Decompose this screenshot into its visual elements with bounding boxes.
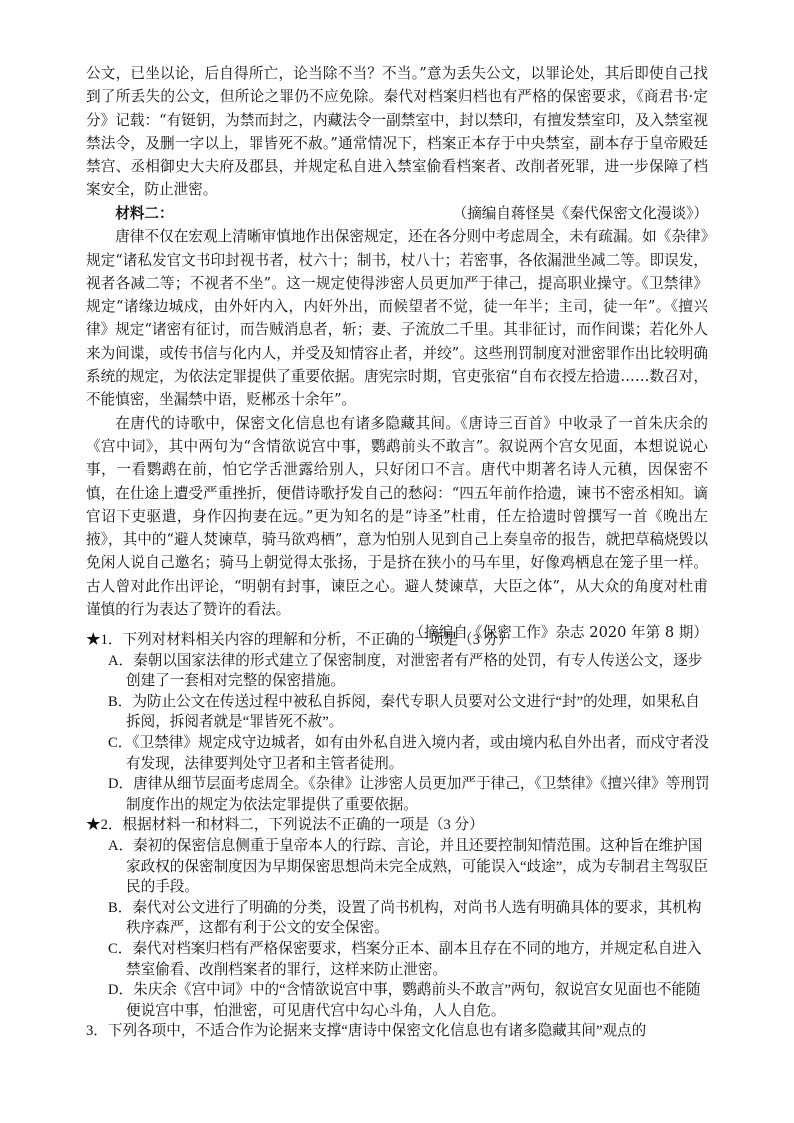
material-one-paragraph: 公文，已坐以论，后自得所亡，论当除不当？不当。”意为丢失公文，以罪论处，其后即使自己找到了所丢失的公文，但所论之罪仍不应免除。秦代对档案归档也有严格的保密要求，《商君书·定分》记载：“有铤钥，为禁而封之，内藏法令一副禁室中，封以禁印，有擅发禁室印，及入禁室视禁法令，及删一字以上，罪皆死不赦。”通常情况下，档案正本存于中央禁室，副本存于皇帝殿廷禁宫、丞相御史大夫府及郡县，并规定私自进入禁室偷看档案者、改削者死罪，进一步保障了档案安全，防止泄密。: [86, 65, 708, 199]
question-3: [86, 1021, 712, 1042]
material-two: [86, 202, 708, 645]
question-2-title: ★2．根据材料一和材料二，下列说法不正确的一项是（3 分）: [86, 817, 484, 834]
question-2-option-c[interactable]: C．秦代对档案归档有严格保密要求，档案分正本、副本且存在不同的地方，并规定私自进入禁室偷看、改削档案者的罪行，这样来防止泄密。: [108, 940, 702, 978]
question-2-option-b[interactable]: B．秦代对公文进行了明确的分类，设置了尚书机构，对尚书人选有明确具体的要求，其机构秩序森严，这都有利于公文的安全保密。: [108, 899, 702, 937]
question-2-option-a[interactable]: A．秦初的保密信息侧重于皇帝本人的行踪、言论，并且还要控制知情范围。这种旨在维护国家政权的保密制度因为早期保密思想尚未完全成熟，可能误入“歧途”，成为专制君主驾驭臣民的手段。: [108, 837, 709, 896]
question-1-option-a[interactable]: A．秦朝以国家法律的形式建立了保密制度，对泄密者有严格的处罚，有专人传送公文，逐步创建了一套相对完整的保密措施。: [108, 652, 703, 690]
material-one-tail: [86, 62, 708, 225]
material-two-source: （摘编自《保密工作》杂志 2020 年第 8 期）: [409, 624, 708, 642]
material-two-paragraph-2: 在唐代的诗歌中，保密文化信息也有诸多隐藏其间。《唐诗三百首》中收录了一首朱庆余的《宫中词》，其中两句为“含情欲说宫中事，鹦鹉前头不敢言”。叙说两个宫女见面，本想说说心事，一看鹦鹉在前，怕它学舌泄露给别人，只好闭口不言。唐代中期著名诗人元稹，因保密不慎，在仕途上遭受严重挫折，便借诗歌抒发自己的愁闷：“四五年前作拾遗，谏书不密丞相知。谪官诏下吏驱遣，身作囚拘妻在远。”更为知名的是“诗圣”杜甫，任左拾遗时曾撰写一首《晚出左掖》，其中的“避人焚谏草，骑马欲鸡栖”，意为怕别人见到自己上奏皇帝的报告，就把草稿烧毁以免闲人说自己邀名；骑马上朝觉得太张扬，于是挤在狭小的马车里，好像鸡栖息在笼子里一样。古人曾对此作出评论，“明朝有封事，谏臣之心。避人焚谏草，大臣之体”，从大众的角度对杜甫谨慎的行为表达了赞许的看法。: [86, 414, 708, 619]
question-1-title: ★1．下列对材料相关内容的理解和分析，不正确的一项是（3 分）: [86, 632, 513, 648]
question-2-option-d[interactable]: D．朱庆余《宫中词》中的“含情欲说宫中事，鹦鹉前头不敢言”两句，叙说宫女见面也不能随便说宫中事，怕泄密，可见唐代宫中勾心斗角，人人自危。: [108, 982, 701, 1019]
question-1-option-c[interactable]: C．《卫禁律》规定戍守边城者，如有由外私自进入境内者，或由境内私自外出者，而戍守者没有发现，法律要判处守卫者和主管者徒刑。: [108, 734, 709, 772]
question-section: [86, 630, 712, 1042]
question-2: [86, 815, 712, 1021]
material-two-heading: 材料二：: [115, 205, 174, 222]
material-one-source: （摘编自蒋怪昊《秦代保密文化漫谈》）: [452, 204, 708, 222]
material-two-paragraph-1: 唐律不仅在宏观上清晰审慎地作出保密规定，还在各分则中考虑周全，未有疏漏。如《杂律》规定“诸私发官文书印封视书者，杖六十；制书，杖八十；若密事，各依漏泄坐减二等。即误发，视者各减二等；不视者不坐”。这一规定使得涉密人员更加严于律己，提高职业操守。《卫禁律》规定“诸缘边城戍，由外奸内入，内奸外出，而候望者不觉，徒一年半；主司，徒一年”。《擅兴律》规定“诸密有征讨，而告贼消息者，斩；妻、子流放二千里。其非征讨，而作间谍；若化外人来为间谍，或传书信与化内人，并受及知情容止者，并绞”。这些刑罚制度对泄密罪作出比较明确系统的规定，为依法定罪提供了重要依据。唐宪宗时期，官吏张宿“自布衣授左拾遗……数召对，不能慎密，坐漏禁中语，贬郴丞十余年”。: [86, 228, 708, 409]
question-1-option-d[interactable]: D．唐律从细节层面考虑周全。《杂律》让涉密人员更加严于律己，《卫禁律》《擅兴律》等刑罚制度作出的规定为依法定罪提供了重要依据。: [108, 776, 710, 813]
question-1-option-b[interactable]: B．为防止公文在传送过程中被私自拆阅，秦代专职人员要对公文进行“封”的处理，如果私自拆阅，拆阅者就是“罪皆死不赦”。: [108, 693, 700, 731]
question-1: [86, 630, 712, 815]
question-3-title: 3．下列各项中，不适合作为论据来支撑“唐诗中保密文化信息也有诸多隐藏其间”观点的: [86, 1023, 647, 1040]
